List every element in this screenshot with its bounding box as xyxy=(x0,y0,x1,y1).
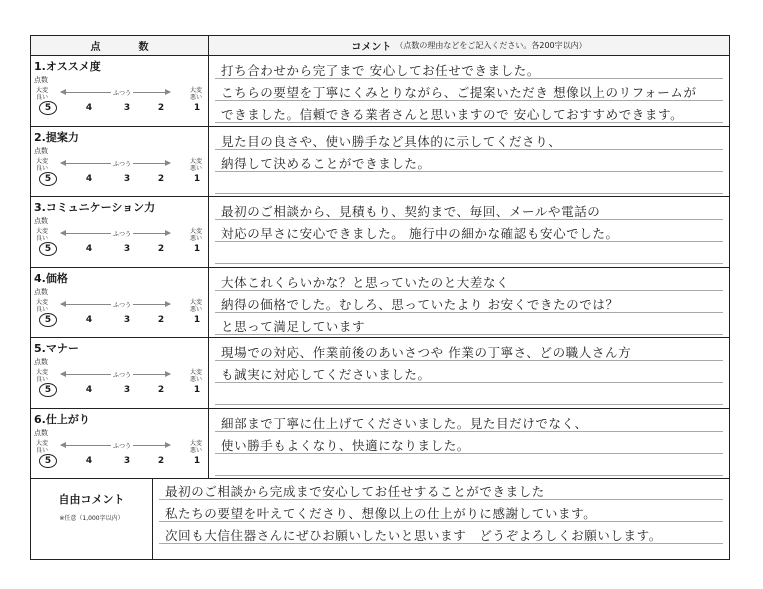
scale-bad-bottom: 悪い xyxy=(189,376,202,383)
score-option-1[interactable]: 1 xyxy=(193,244,201,254)
scale-bad-label xyxy=(190,440,202,454)
scale-good-top: 大変 xyxy=(36,369,49,376)
scale-good-bottom: 良い xyxy=(36,305,49,313)
category-row xyxy=(31,127,729,198)
score-option-4[interactable]: 4 xyxy=(85,173,93,184)
comment-cell xyxy=(209,127,729,197)
score-option-4[interactable]: 4 xyxy=(85,244,93,254)
score-option-2[interactable]: 2 xyxy=(157,173,165,184)
score-option-1[interactable]: 1 xyxy=(193,455,201,466)
score-label: 点数 xyxy=(34,76,48,84)
scale-middle-label: ふつう xyxy=(113,301,132,309)
score-cell xyxy=(31,338,209,408)
score-option-2[interactable]: 2 xyxy=(157,385,165,395)
score-column-header: 点 数 xyxy=(31,36,209,56)
score-cell xyxy=(31,197,209,267)
comment-text[interactable]: と思って満足しています xyxy=(221,318,366,334)
score-option-1[interactable]: 1 xyxy=(193,103,201,113)
score-option-5[interactable]: 5 xyxy=(39,101,57,115)
score-option-2[interactable]: 2 xyxy=(157,244,165,254)
score-option-3[interactable]: 3 xyxy=(123,244,131,254)
comment-cell xyxy=(209,56,729,126)
comment-rule xyxy=(215,193,723,194)
scale-good-bottom: 良い xyxy=(36,94,49,101)
comment-text[interactable]: できました。信頼できる業者さんと思いますので 安心しておすすめできます。 xyxy=(221,107,684,122)
comment-cell xyxy=(209,338,729,408)
score-option-4[interactable]: 4 xyxy=(85,103,93,113)
free-comment-text[interactable]: 次回も大信住器さんにぜひお願いしたいと思います どうぞよろしくお願いします。 xyxy=(165,528,662,543)
comment-rule xyxy=(215,475,723,476)
free-comment-title: 自由コメント xyxy=(58,493,125,506)
score-option-3[interactable]: 3 xyxy=(123,173,131,184)
score-cell xyxy=(31,268,209,338)
score-options xyxy=(31,103,208,115)
scale-bad-bottom: 悪い xyxy=(189,94,202,101)
score-option-5[interactable]: 5 xyxy=(39,454,57,468)
score-option-3[interactable]: 3 xyxy=(123,455,131,466)
scale-bad-top: 大変 xyxy=(189,369,202,376)
score-label: 点数 xyxy=(34,287,48,296)
scale-middle-label: ふつう xyxy=(113,442,132,450)
comment-cell xyxy=(209,409,729,479)
scale-good-top: 大変 xyxy=(36,87,49,94)
category-row xyxy=(31,268,729,339)
score-options xyxy=(31,456,208,468)
scale-bad-bottom: 悪い xyxy=(189,235,202,242)
comment-text[interactable]: も誠実に対応してくださいました。 xyxy=(221,367,431,382)
score-option-4[interactable]: 4 xyxy=(85,455,93,466)
comment-rule xyxy=(215,404,723,405)
scale-middle-label: ふつう xyxy=(113,231,132,238)
comment-text[interactable]: 打ち合わせから完了まで 安心してお任せできました。 xyxy=(221,63,540,78)
score-options xyxy=(31,174,208,186)
comment-text[interactable]: 細部まで丁寧に仕上げてくださいました。見た目だけでなく、 xyxy=(221,415,588,431)
score-cell xyxy=(31,56,209,126)
score-option-1[interactable]: 1 xyxy=(193,385,201,395)
comment-text[interactable]: 使い勝手もよくなり、快適になりました。 xyxy=(221,437,470,453)
scale-bad-label xyxy=(190,228,202,242)
free-comment-cell xyxy=(153,479,729,559)
scale-good-top: 大変 xyxy=(36,298,49,306)
score-label: 点数 xyxy=(34,358,48,366)
scale-good-label xyxy=(36,228,48,242)
scale-bad-label xyxy=(190,87,202,101)
comment-column-header xyxy=(209,36,729,56)
comment-text[interactable]: 現場での対応、作業前後のあいさつや 作業の丁寧さ、どの職人さん方 xyxy=(221,345,632,360)
scale-bad-top: 大変 xyxy=(189,87,202,94)
scale-good-bottom: 良い xyxy=(36,164,49,172)
scale-middle-label: ふつう xyxy=(113,90,132,97)
comment-text[interactable]: 見た目の良さや、使い勝手など具体的に示してくださり、 xyxy=(221,133,562,149)
category-title: 3.コミュニケーション力 xyxy=(34,201,156,214)
scale-good-label xyxy=(36,158,48,172)
scale-good-top: 大変 xyxy=(36,228,49,235)
scale-good-label xyxy=(36,299,48,313)
scale-bad-bottom: 悪い xyxy=(189,305,202,313)
score-cell xyxy=(31,409,209,479)
category-title: 4.価格 xyxy=(34,271,68,285)
review-form xyxy=(30,35,730,560)
comment-header-label: コメント xyxy=(351,42,392,53)
score-option-1[interactable]: 1 xyxy=(193,314,201,325)
free-comment-text[interactable]: 最初のご相談から完成まで安心してお任せすることができました xyxy=(165,484,545,499)
category-row xyxy=(31,409,729,480)
score-option-2[interactable]: 2 xyxy=(157,455,165,466)
scale-bad-bottom: 悪い xyxy=(189,446,202,454)
score-option-3[interactable]: 3 xyxy=(123,385,131,395)
scale-bad-top: 大変 xyxy=(189,298,202,306)
category-title: 5.マナー xyxy=(34,342,79,355)
scale-bad-bottom: 悪い xyxy=(189,164,202,172)
scale-bad-top: 大変 xyxy=(189,228,202,235)
free-comment-row xyxy=(31,479,729,559)
category-row xyxy=(31,56,729,127)
free-comment-note: ※任意（1,000字以内） xyxy=(59,515,124,522)
score-cell xyxy=(31,127,209,197)
score-option-3[interactable]: 3 xyxy=(123,314,131,325)
scale-good-label xyxy=(36,87,48,101)
scale-bad-top: 大変 xyxy=(189,157,202,165)
free-comment-label-cell xyxy=(31,479,153,559)
scale-good-top: 大変 xyxy=(36,157,49,165)
score-label: 点数 xyxy=(34,146,48,155)
comment-cell xyxy=(209,197,729,267)
score-option-5[interactable]: 5 xyxy=(39,242,57,256)
scale-middle-label: ふつう xyxy=(113,372,132,379)
comment-cell xyxy=(209,268,729,338)
scale-bad-label xyxy=(190,158,202,172)
comment-text[interactable]: 納得して決めることができました。 xyxy=(221,155,431,171)
score-options xyxy=(31,244,208,256)
scale-good-label xyxy=(36,440,48,454)
score-label: 点数 xyxy=(34,428,48,437)
scale-bad-label xyxy=(190,299,202,313)
comment-text[interactable]: 大体これくらいかな？と思っていたのと大差なく xyxy=(221,274,510,290)
score-options xyxy=(31,315,208,327)
comment-text[interactable]: 対応の早さに安心できました。 施行中の細かな確認も安心でした。 xyxy=(221,226,619,241)
scale-good-bottom: 良い xyxy=(36,235,49,242)
score-option-5[interactable]: 5 xyxy=(39,313,57,327)
comment-rule xyxy=(215,263,723,264)
score-option-5[interactable]: 5 xyxy=(39,172,57,186)
score-option-2[interactable]: 2 xyxy=(157,103,165,113)
score-option-5[interactable]: 5 xyxy=(39,383,57,397)
scale-good-top: 大変 xyxy=(36,439,49,447)
scale-bad-top: 大変 xyxy=(189,439,202,447)
score-option-4[interactable]: 4 xyxy=(85,385,93,395)
scale-bad-label xyxy=(190,369,202,383)
scale-good-bottom: 良い xyxy=(36,376,49,383)
comment-text[interactable]: 最初のご相談から、見積もり、契約まで、毎回、メールや電話の xyxy=(221,204,601,219)
score-options xyxy=(31,385,208,397)
scale-middle-label: ふつう xyxy=(113,160,132,168)
category-row xyxy=(31,338,729,409)
scale-good-bottom: 良い xyxy=(36,446,49,454)
score-option-2[interactable]: 2 xyxy=(157,314,165,325)
comment-header-note: （点数の理由などをご記入ください。各200字以内） xyxy=(395,41,587,50)
comment-text[interactable]: こちらの要望を丁寧にくみとりながら、ご提案いただき 想像以上のリフォームが xyxy=(221,85,697,100)
score-option-3[interactable]: 3 xyxy=(123,103,131,113)
free-comment-text[interactable]: 私たちの要望を叶えてくださり、想像以上の仕上がりに感謝しています。 xyxy=(165,506,597,521)
comment-text[interactable]: 納得の価格でした。むしろ、思っていたより お安くできたのでは？ xyxy=(221,296,619,312)
score-option-4[interactable]: 4 xyxy=(85,314,93,325)
score-label: 点数 xyxy=(34,217,48,225)
scale-good-label xyxy=(36,369,48,383)
category-title: 2.提案力 xyxy=(34,130,79,144)
score-option-1[interactable]: 1 xyxy=(193,173,201,184)
category-title: 1.オススメ度 xyxy=(34,60,101,73)
category-title: 6.仕上がり xyxy=(34,412,90,426)
category-row xyxy=(31,197,729,268)
